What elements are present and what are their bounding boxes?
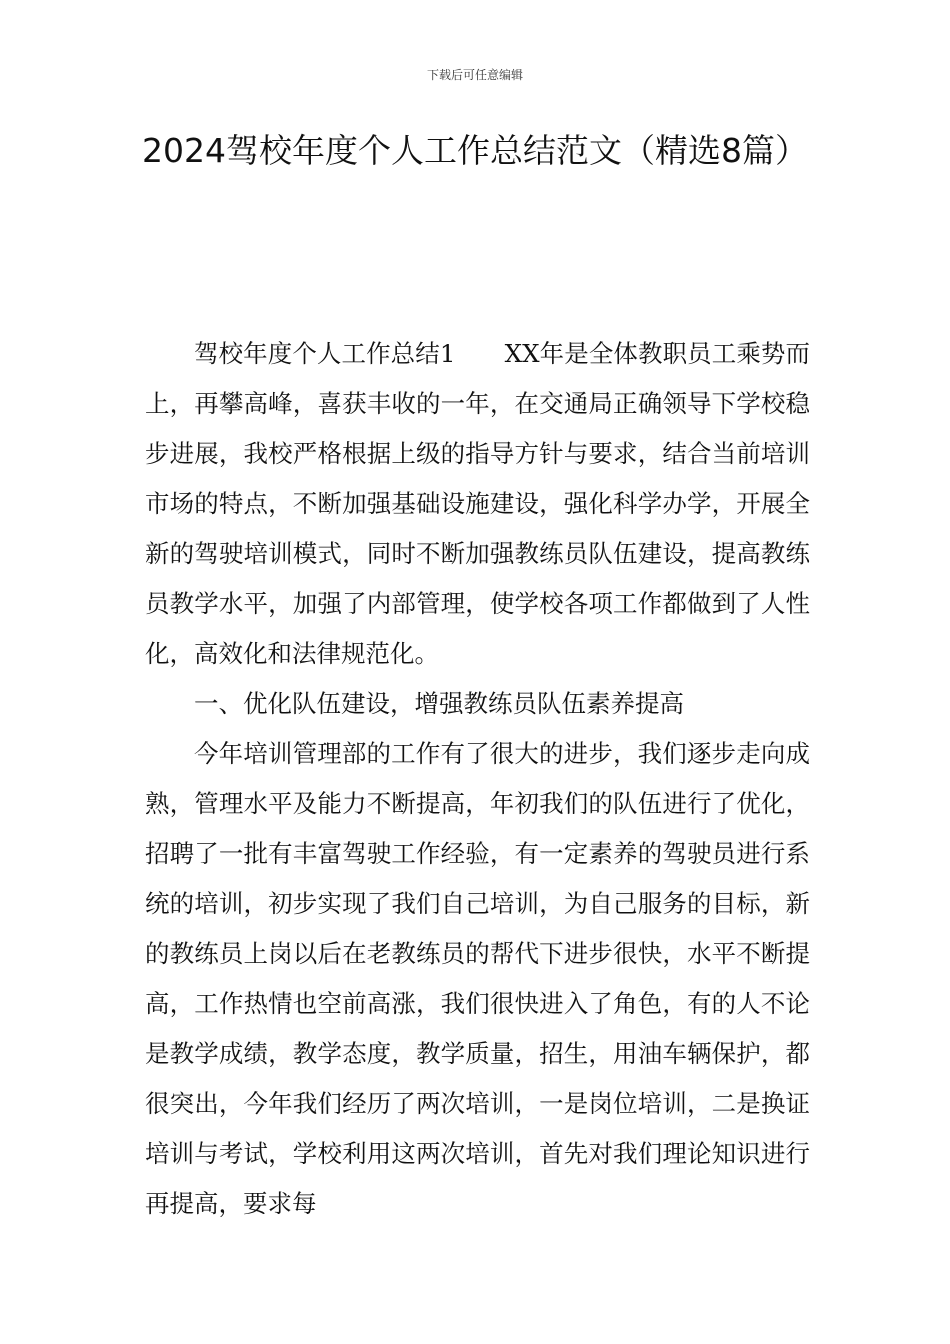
header-note: 下载后可任意编辑 xyxy=(426,68,523,82)
document-title: 2024驾校年度个人工作总结范文（精选8篇） xyxy=(142,131,808,170)
document-body xyxy=(145,329,810,1229)
paragraph-intro: 驾校年度个人工作总结1 XX年是全体教职员工乘势而上，再攀高峰，喜获丰收的一年，在交通局正确领导下学校稳步进展，我校严格根据上级的指导方针与要求，结合当前培训市场的特点，不断加强基础设施建设，强化科学办学，开展全新的驾驶培训模式，同时不断加强教练员队伍建设，提高教练员教学水平，加强了内部管理，使学校各项工作都做到了人性化，高效化和法律规范化。 xyxy=(145,339,810,668)
paragraph-section-1: 今年培训管理部的工作有了很大的进步，我们逐步走向成熟，管理水平及能力不断提高，年初我们的队伍进行了优化，招聘了一批有丰富驾驶工作经验，有一定素养的驾驶员进行系统的培训，初步实现了我们自己培训，为自己服务的目标，新的教练员上岗以后在老教练员的帮代下进步很快，水平不断提高，工作热情也空前高涨，我们很快进入了角色，有的人不论是教学成绩，教学态度，教学质量，招生，用油车辆保护，都很突出，今年我们经历了两次培训，一是岗位培训，二是换证培训与考试，学校利用这两次培训，首先对我们理论知识进行再提高，要求每 xyxy=(145,739,810,1218)
section-heading-1: 一、优化队伍建设，增强教练员队伍素养提高 xyxy=(194,689,684,718)
